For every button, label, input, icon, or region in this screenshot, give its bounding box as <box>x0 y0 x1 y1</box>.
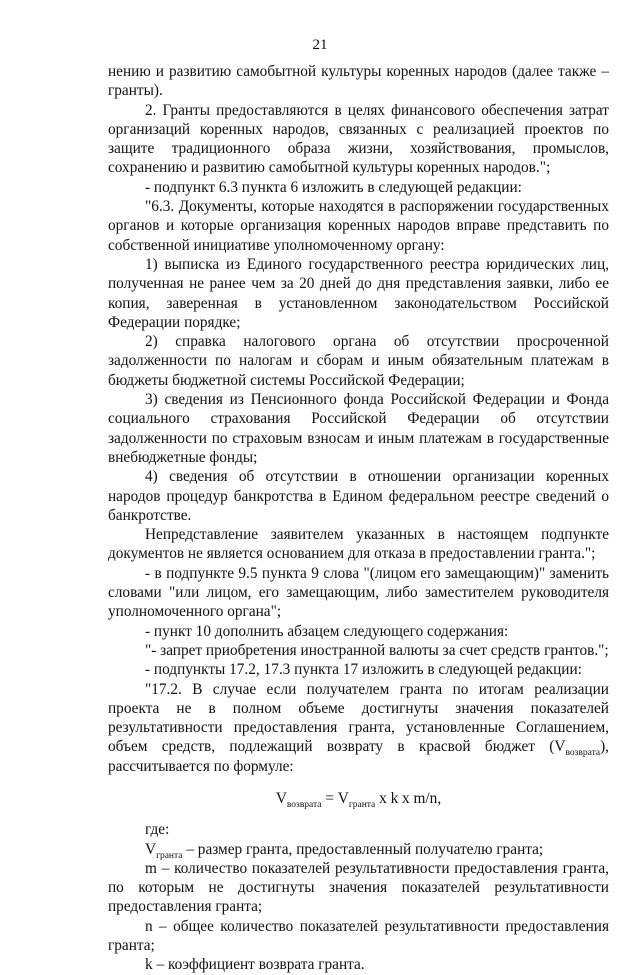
paragraph: - подпункты 17.2, 17.3 пункта 17 изложить в следующей редакции: <box>145 661 582 679</box>
text: – размер гранта, предоставленный получателю гранта; <box>182 840 544 858</box>
paragraph: - подпункт 6.3 пункта 6 изложить в следующей редакции: <box>145 178 522 196</box>
paragraph: - в подпункте 9.5 пункта 9 слова "(лицом его замещающим)" заменить словами "или лицом, его замещающим, либо заместителем руководителя уполномоченного органа"; <box>108 564 609 621</box>
definition-item: m – количество показателей результативности предоставления гранта, по которым не достигнуты значения показателей результативности предоставления гранта; <box>108 859 609 916</box>
paragraph: нению и развитию самобытной культуры коренных народов (далее также – гранты). <box>108 63 609 100</box>
paragraph: "- запрет приобретения иностранной валюты за счет средств грантов."; <box>145 641 609 659</box>
definition-item: n – общее количество показателей результативности предоставления гранта; <box>108 917 609 955</box>
paragraph: где: <box>145 821 170 839</box>
paragraph: "6.3. Документы, которые находятся в распоряжении государственных органов и которые организация коренных народов вправе представить по собственной инициативе уполномоченному органу: <box>108 198 609 254</box>
list-item: 1) выписка из Единого государственного реестра юридических лиц, полученная не ранее чем за 20 дней до дня представления заявки, либо ее копия, заверенная в установленном законодательством Российской Федерации порядке; <box>108 255 609 331</box>
formula-v: V <box>275 789 287 807</box>
list-item: 4) сведения об отсутствии в отношении организации коренных народов процедур банкротства в Едином федеральном реестре сведений о банкротстве. <box>108 468 609 524</box>
symbol-v: V <box>145 840 157 858</box>
paragraph: - пункт 10 дополнить абзацем следующего содержания: <box>145 622 509 640</box>
text: ), рассчитывается по формуле: <box>108 738 609 775</box>
list-item: 2) справка налогового органа об отсутствии просроченной задолженности по налогам и сборам и иным обязательным платежам в бюджеты бюджетной системы Российской Федерации; <box>108 333 609 389</box>
page-number: 21 <box>312 37 328 53</box>
formula <box>108 789 609 811</box>
formula-eq: = V <box>321 789 349 807</box>
definition-item: k – коэффициент возврата гранта. <box>145 956 365 974</box>
paragraph: Непредставление заявителем указанных в настоящем подпункте документов не является основанием для отказа в предоставлении гранта."; <box>108 526 609 563</box>
paragraph: 2. Гранты предоставляются в целях финансового обеспечения затрат организаций коренных народов, связанных с реализацией проектов по защите традиционного образа жизни, хозяйствования, промыслов, сохранению и развитию самобытной культуры коренных народов."; <box>108 101 609 177</box>
subscript: гранта <box>156 850 183 861</box>
list-item: 3) сведения из Пенсионного фонда Российской Федерации и Фонда социального страхования Российской Федерации об отсутствии задолженности по страховым взносам и иным платежам в государственные внебюджетные фонды; <box>108 391 609 466</box>
formula-sub-vozvrata: возврата <box>286 800 322 811</box>
text: "17.2. В случае если получателем гранта по итогам реализации проекта не в полном объеме достигнуты значения показателей результативности предоставления гранта, установленные Соглашением, объем средств, подлежащий возврату в красвой бюджет (V <box>108 680 609 756</box>
subscript: возврата <box>565 748 601 759</box>
document-body <box>108 62 609 975</box>
definition-item <box>108 840 609 859</box>
paragraph-formula-intro <box>108 680 609 776</box>
formula-rest: x k x m/n, <box>375 789 442 807</box>
formula-sub-granta: гранта <box>348 800 376 811</box>
